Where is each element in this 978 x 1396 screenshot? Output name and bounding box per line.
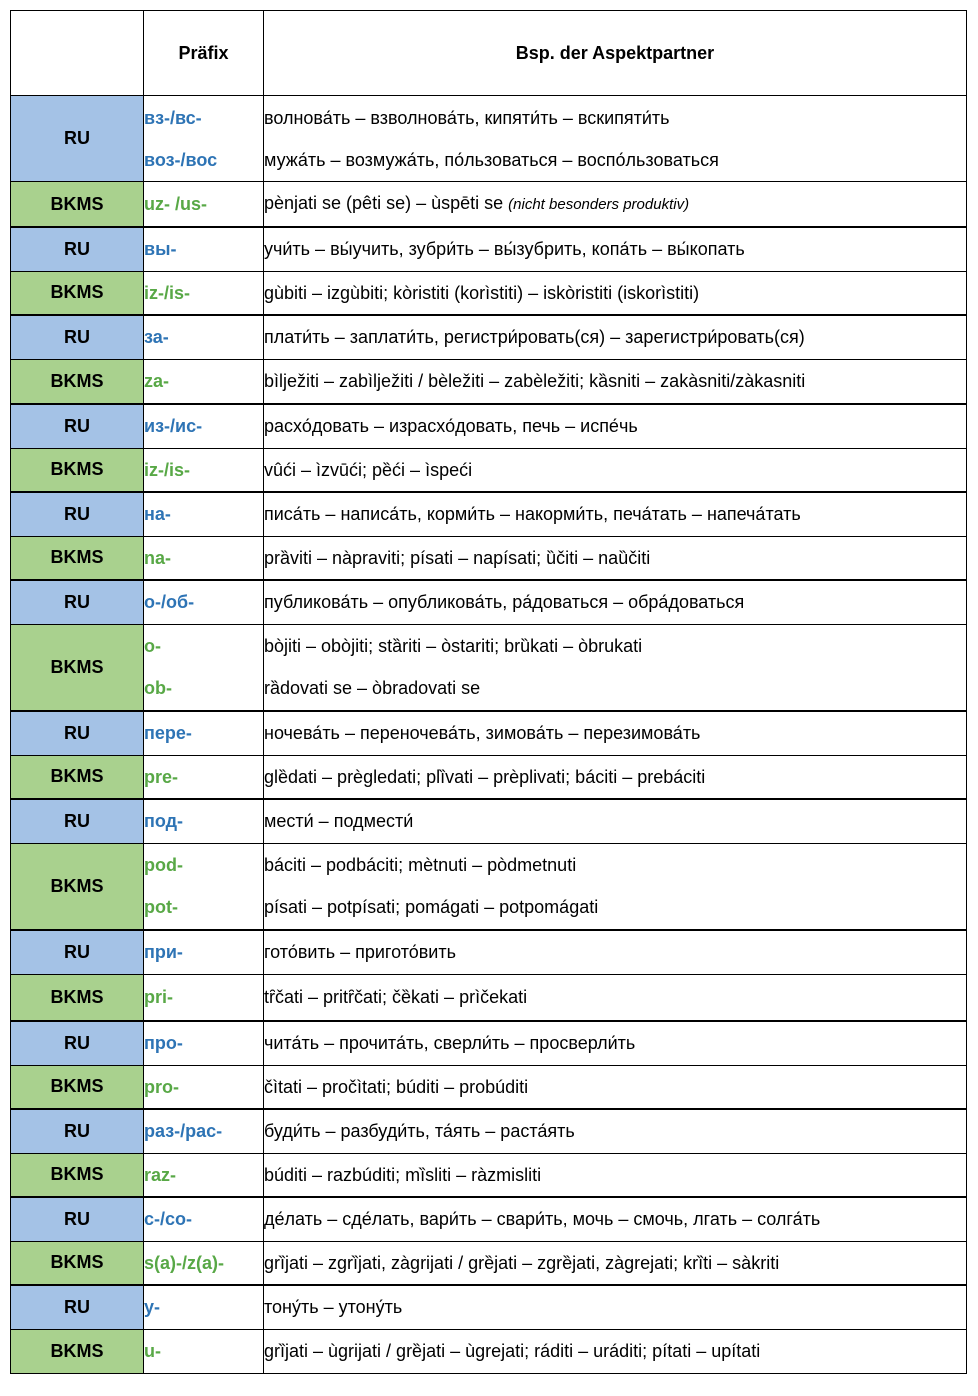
examples-cell — [264, 96, 967, 182]
prefix-text: pot- — [144, 897, 178, 918]
prefix-cell — [144, 1241, 264, 1285]
example-text: búditi – razbúditi; mȉsliti – ràzmisliti — [264, 1164, 542, 1185]
language-cell: RU — [11, 492, 144, 536]
table-row — [11, 1197, 967, 1241]
example-text: glȅdati – prègledati; plȉvati – prèplivati; báciti – prebáciti — [264, 766, 706, 787]
prefix-text: вы- — [144, 239, 177, 260]
example-text: волнова́ть – взволнова́ть, кипяти́ть – вскипяти́ть — [264, 107, 670, 128]
example-text: grȉjati – zgrȉjati, zàgrijati / grȅjati – zgrȅjati, zàgrejati; krȉti – sàkriti — [264, 1252, 780, 1273]
prefix-text: ob- — [144, 678, 172, 699]
table-row — [11, 1153, 967, 1197]
prefix-text: о-/об- — [144, 592, 195, 613]
examples-cell — [264, 624, 967, 711]
table-row — [11, 1021, 967, 1065]
language-cell: RU — [11, 1285, 144, 1329]
prefix-cell — [144, 1065, 264, 1109]
prefix-cell — [144, 1153, 264, 1197]
table-row — [11, 227, 967, 271]
example-line — [264, 844, 966, 886]
example-line — [264, 1154, 966, 1196]
example-line — [264, 1198, 966, 1240]
prefix-text: на- — [144, 504, 171, 525]
prefix-text: с-/со- — [144, 1209, 193, 1230]
examples-cell — [264, 448, 967, 492]
language-cell: BKMS — [11, 1241, 144, 1285]
prefix-text: pre- — [144, 766, 179, 787]
examples-cell — [264, 1241, 967, 1285]
examples-cell — [264, 1285, 967, 1329]
table-row — [11, 96, 967, 182]
example-text: bìlježiti – zabìlježiti / bèležiti – zabèležiti; kȁsniti – zakàsniti/zàkasniti — [264, 371, 806, 392]
example-text: tȓčati – pritȓčati; čȅkati – prìčekati — [264, 987, 528, 1008]
example-line — [264, 886, 966, 928]
table-row — [11, 359, 967, 404]
prefix-text: raz- — [144, 1164, 177, 1185]
example-text: расхо́довать – израсхо́довать, печь – испе́чь — [264, 416, 638, 437]
example-text: vûći – ìzvūći; pȅći – ìspeći — [264, 459, 473, 480]
example-line — [264, 537, 966, 579]
example-text: чита́ть – прочита́ть, сверли́ть – просверли́ть — [264, 1033, 636, 1054]
language-cell: RU — [11, 1197, 144, 1241]
header-examples: Bsp. der Aspektpartner — [264, 11, 967, 96]
prefix-cell — [144, 492, 264, 536]
examples-cell — [264, 536, 967, 580]
prefix-text: iz-/is- — [144, 459, 191, 480]
table-row — [11, 1329, 967, 1373]
table-row — [11, 492, 967, 536]
table-row — [11, 755, 967, 799]
language-cell: BKMS — [11, 271, 144, 315]
prefix-text: про- — [144, 1033, 183, 1054]
prefix-cell — [144, 580, 264, 624]
example-line — [264, 800, 966, 842]
language-cell: BKMS — [11, 536, 144, 580]
prefix-cell — [144, 227, 264, 271]
examples-cell — [264, 182, 967, 228]
table-row — [11, 182, 967, 228]
prefix-text: za- — [144, 371, 170, 392]
example-line — [264, 97, 966, 139]
example-note: (nicht besonders produktiv) — [508, 196, 690, 213]
example-text: учи́ть – вы́учить, зубри́ть – вы́зубрить, копа́ть – вы́копать — [264, 239, 745, 260]
language-cell: RU — [11, 96, 144, 182]
language-cell: RU — [11, 315, 144, 359]
examples-cell — [264, 974, 967, 1021]
prefix-text: uz- /us- — [144, 194, 207, 214]
examples-cell — [264, 359, 967, 404]
prefix-text: пере- — [144, 723, 192, 744]
table-row — [11, 404, 967, 448]
example-line — [264, 1286, 966, 1328]
examples-cell — [264, 1329, 967, 1373]
example-text: rȁdovati se – òbradovati se — [264, 678, 481, 699]
example-line — [264, 493, 966, 535]
example-text: писа́ть – написа́ть, корми́ть – накорми́ть, печа́тать – напеча́тать — [264, 504, 801, 525]
examples-cell — [264, 1197, 967, 1241]
prefix-text: раз-/рас- — [144, 1121, 223, 1142]
prefix-cell — [144, 930, 264, 974]
examples-cell — [264, 271, 967, 315]
table-row — [11, 711, 967, 755]
prefix-cell — [144, 799, 264, 843]
language-cell: BKMS — [11, 1153, 144, 1197]
table-row — [11, 580, 967, 624]
prefix-cell — [144, 755, 264, 799]
prefix-cell — [144, 1285, 264, 1329]
language-cell: BKMS — [11, 359, 144, 404]
language-cell: RU — [11, 799, 144, 843]
example-line — [264, 182, 966, 226]
example-line — [264, 976, 966, 1018]
table-row — [11, 930, 967, 974]
prefix-text: o- — [144, 636, 161, 657]
language-cell: RU — [11, 711, 144, 755]
language-cell: BKMS — [11, 1065, 144, 1109]
language-cell: RU — [11, 580, 144, 624]
table-body — [11, 96, 967, 1374]
example-text: де́лать – сде́лать, вари́ть – свари́ть, мочь – смочь, лгать – солга́ть — [264, 1209, 821, 1230]
prefix-cell — [144, 271, 264, 315]
example-line — [264, 316, 966, 358]
table-row — [11, 1065, 967, 1109]
examples-cell — [264, 315, 967, 359]
prefix-text: pod- — [144, 855, 183, 876]
prefix-text: у- — [144, 1297, 161, 1318]
prefix-text: вз-/вс- — [144, 107, 202, 128]
prefix-text: pri- — [144, 987, 173, 1008]
prefix-text: iz-/is- — [144, 282, 191, 303]
prefix-text: u- — [144, 1341, 161, 1361]
prefix-text: при- — [144, 942, 183, 963]
examples-cell — [264, 799, 967, 843]
prefix-cell — [144, 1197, 264, 1241]
prefix-text: из-/ис- — [144, 416, 203, 437]
example-line — [264, 1330, 966, 1372]
examples-cell — [264, 1065, 967, 1109]
example-text: плати́ть – заплати́ть, регистри́ровать(ся) – зарегистри́ровать(ся) — [264, 327, 805, 348]
header-language — [11, 11, 144, 96]
example-text: prȁviti – nàpraviti; písati – napísati; ȕčiti – naȕčiti — [264, 547, 651, 568]
example-text: gùbiti – izgùbiti; kòristiti (korìstiti) – iskòristiti (iskorìstiti) — [264, 282, 700, 303]
example-line — [264, 581, 966, 623]
prefix-cell — [144, 1021, 264, 1065]
prefix-cell — [144, 315, 264, 359]
example-text: мести́ – подмести́ — [264, 811, 414, 832]
language-cell: BKMS — [11, 755, 144, 799]
prefix-text: na- — [144, 547, 171, 568]
prefix-cell — [144, 711, 264, 755]
example-text: буди́ть – разбуди́ть, та́ять – раста́ять — [264, 1121, 575, 1142]
prefix-cell — [144, 359, 264, 404]
table-header-row — [11, 11, 967, 96]
example-line — [264, 625, 966, 667]
language-cell: BKMS — [11, 182, 144, 228]
language-cell: RU — [11, 930, 144, 974]
prefix-cell — [144, 536, 264, 580]
prefix-text: s(a)-/z(a)- — [144, 1252, 224, 1273]
table-row — [11, 271, 967, 315]
examples-cell — [264, 227, 967, 271]
language-cell: BKMS — [11, 1329, 144, 1373]
examples-cell — [264, 930, 967, 974]
language-cell: BKMS — [11, 974, 144, 1021]
example-text: мужа́ть – возмужа́ть, по́льзоваться – воспо́льзоваться — [264, 149, 719, 170]
prefix-cell — [144, 843, 264, 930]
examples-cell — [264, 711, 967, 755]
prefix-cell — [144, 974, 264, 1021]
header-prefix: Präfix — [144, 11, 264, 96]
example-line — [264, 449, 966, 491]
table-row — [11, 974, 967, 1021]
examples-cell — [264, 755, 967, 799]
example-line — [264, 1242, 966, 1284]
example-text: báciti – podbáciti; mètnuti – pòdmetnuti — [264, 855, 577, 876]
prefix-text: воз-/вос — [144, 149, 218, 170]
language-cell: RU — [11, 1021, 144, 1065]
prefix-cell — [144, 624, 264, 711]
examples-cell — [264, 492, 967, 536]
prefix-text: pro- — [144, 1076, 179, 1097]
table-row — [11, 799, 967, 843]
table-row — [11, 624, 967, 711]
table-row — [11, 315, 967, 359]
prefix-cell — [144, 404, 264, 448]
prefix-cell — [144, 448, 264, 492]
example-line — [264, 272, 966, 314]
example-line — [264, 712, 966, 754]
example-line — [264, 228, 966, 270]
example-text: ночева́ть – переночева́ть, зимова́ть – перезимова́ть — [264, 723, 701, 744]
examples-cell — [264, 843, 967, 930]
table-row — [11, 843, 967, 930]
example-line — [264, 667, 966, 709]
example-text: grȉjati – ùgrijati / grȅjati – ùgrejati; ráditi – uráditi; pítati – upítati — [264, 1341, 761, 1361]
example-text: čìtati – pročìtati; búditi – probúditi — [264, 1076, 529, 1097]
example-line — [264, 931, 966, 973]
prefix-text: под- — [144, 811, 184, 832]
table-row — [11, 1241, 967, 1285]
prefix-cell — [144, 1109, 264, 1153]
prefix-cell — [144, 1329, 264, 1373]
language-cell: BKMS — [11, 448, 144, 492]
language-cell: RU — [11, 404, 144, 448]
language-cell: RU — [11, 227, 144, 271]
language-cell: BKMS — [11, 624, 144, 711]
language-cell: BKMS — [11, 843, 144, 930]
example-line — [264, 1066, 966, 1108]
table-row — [11, 1109, 967, 1153]
example-text: písati – potpísati; pomágati – potpomágati — [264, 897, 599, 918]
examples-cell — [264, 1109, 967, 1153]
aspect-prefix-table — [10, 10, 967, 1374]
example-line — [264, 360, 966, 402]
example-text: тону́ть – утону́ть — [264, 1297, 403, 1318]
example-text: pènjati se (pêti se) – ùspēti se — [264, 193, 504, 213]
prefix-text: за- — [144, 327, 169, 348]
table-row — [11, 536, 967, 580]
example-line — [264, 1022, 966, 1064]
example-text: гото́вить – пригото́вить — [264, 942, 456, 963]
examples-cell — [264, 1153, 967, 1197]
example-text: публикова́ть – опубликова́ть, ра́доваться – обра́доваться — [264, 592, 745, 613]
examples-cell — [264, 404, 967, 448]
example-text: bòjiti – obòjiti; stȁriti – òstariti; brȕkati – òbrukati — [264, 636, 643, 657]
language-cell: RU — [11, 1109, 144, 1153]
example-line — [264, 139, 966, 181]
examples-cell — [264, 1021, 967, 1065]
table-row — [11, 448, 967, 492]
example-line — [264, 756, 966, 798]
examples-cell — [264, 580, 967, 624]
prefix-cell — [144, 182, 264, 228]
table-row — [11, 1285, 967, 1329]
example-line — [264, 405, 966, 447]
example-line — [264, 1110, 966, 1152]
prefix-cell — [144, 96, 264, 182]
